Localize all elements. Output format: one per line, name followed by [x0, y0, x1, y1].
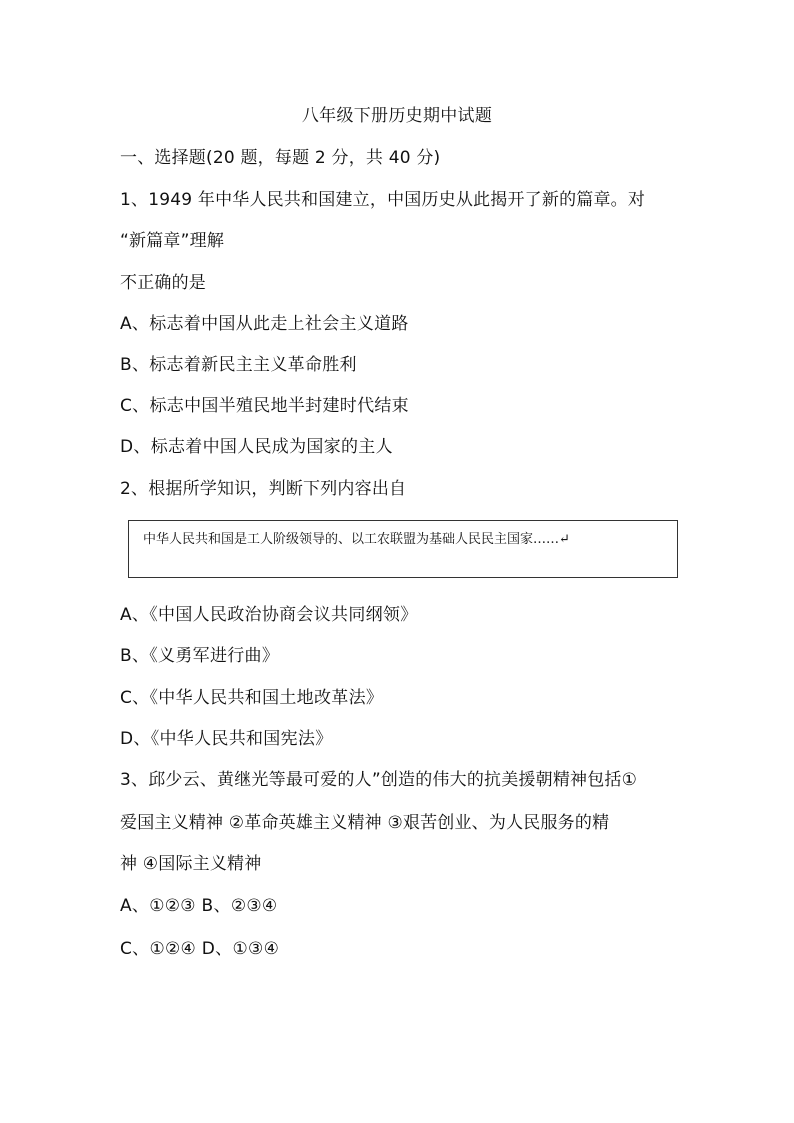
quote-box: [128, 520, 678, 578]
section-heading: 一、选择题(20 题，每题 2 分，共 40 分): [120, 148, 441, 168]
question-1-stem-line-1: 1、1949 年中华人民共和国建立，中国历史从此揭开了新的篇章。对: [120, 190, 646, 210]
question-2-option-a: A、《中国人民政治协商会议共同纲领》: [120, 605, 418, 625]
question-2-stem: 2、根据所学知识，判断下列内容出自: [120, 479, 407, 499]
question-3-stem-line-3: 神 ④国际主义精神: [120, 854, 262, 874]
question-3-option-row-2: C、①②④ D、①③④: [120, 939, 280, 959]
question-1-option-b: B、标志着新民主主义革命胜利: [120, 355, 357, 375]
question-2-option-b: B、《义勇军进行曲》: [120, 646, 280, 666]
question-2-option-c: C、《中华人民共和国土地改革法》: [120, 688, 384, 708]
page-title: 八年级下册历史期中试题: [301, 106, 493, 126]
question-2-option-d: D、《中华人民共和国宪法》: [120, 729, 333, 749]
question-1-option-d: D、标志着中国人民成为国家的主人: [120, 437, 393, 457]
question-3-stem-line-2: 爱国主义精神 ②革命英雄主义精神 ③艰苦创业、为人民服务的精: [120, 813, 610, 833]
question-1-stem-line-2: “新篇章”理解: [120, 231, 225, 251]
quote-text: 中华人民共和国是工人阶级领导的、以工农联盟为基础人民民主国家……↵: [143, 532, 570, 547]
question-1-option-a: A、标志着中国从此走上社会主义道路: [120, 314, 409, 334]
question-1-stem-line-3: 不正确的是: [120, 273, 206, 293]
question-3-stem-line-1: 3、邱少云、黄继光等最可爱的人”创造的伟大的抗美援朝精神包括①: [120, 770, 638, 790]
question-3-option-row-1: A、①②③ B、②③④: [120, 896, 278, 916]
question-1-option-c: C、标志中国半殖民地半封建时代结束: [120, 396, 409, 416]
